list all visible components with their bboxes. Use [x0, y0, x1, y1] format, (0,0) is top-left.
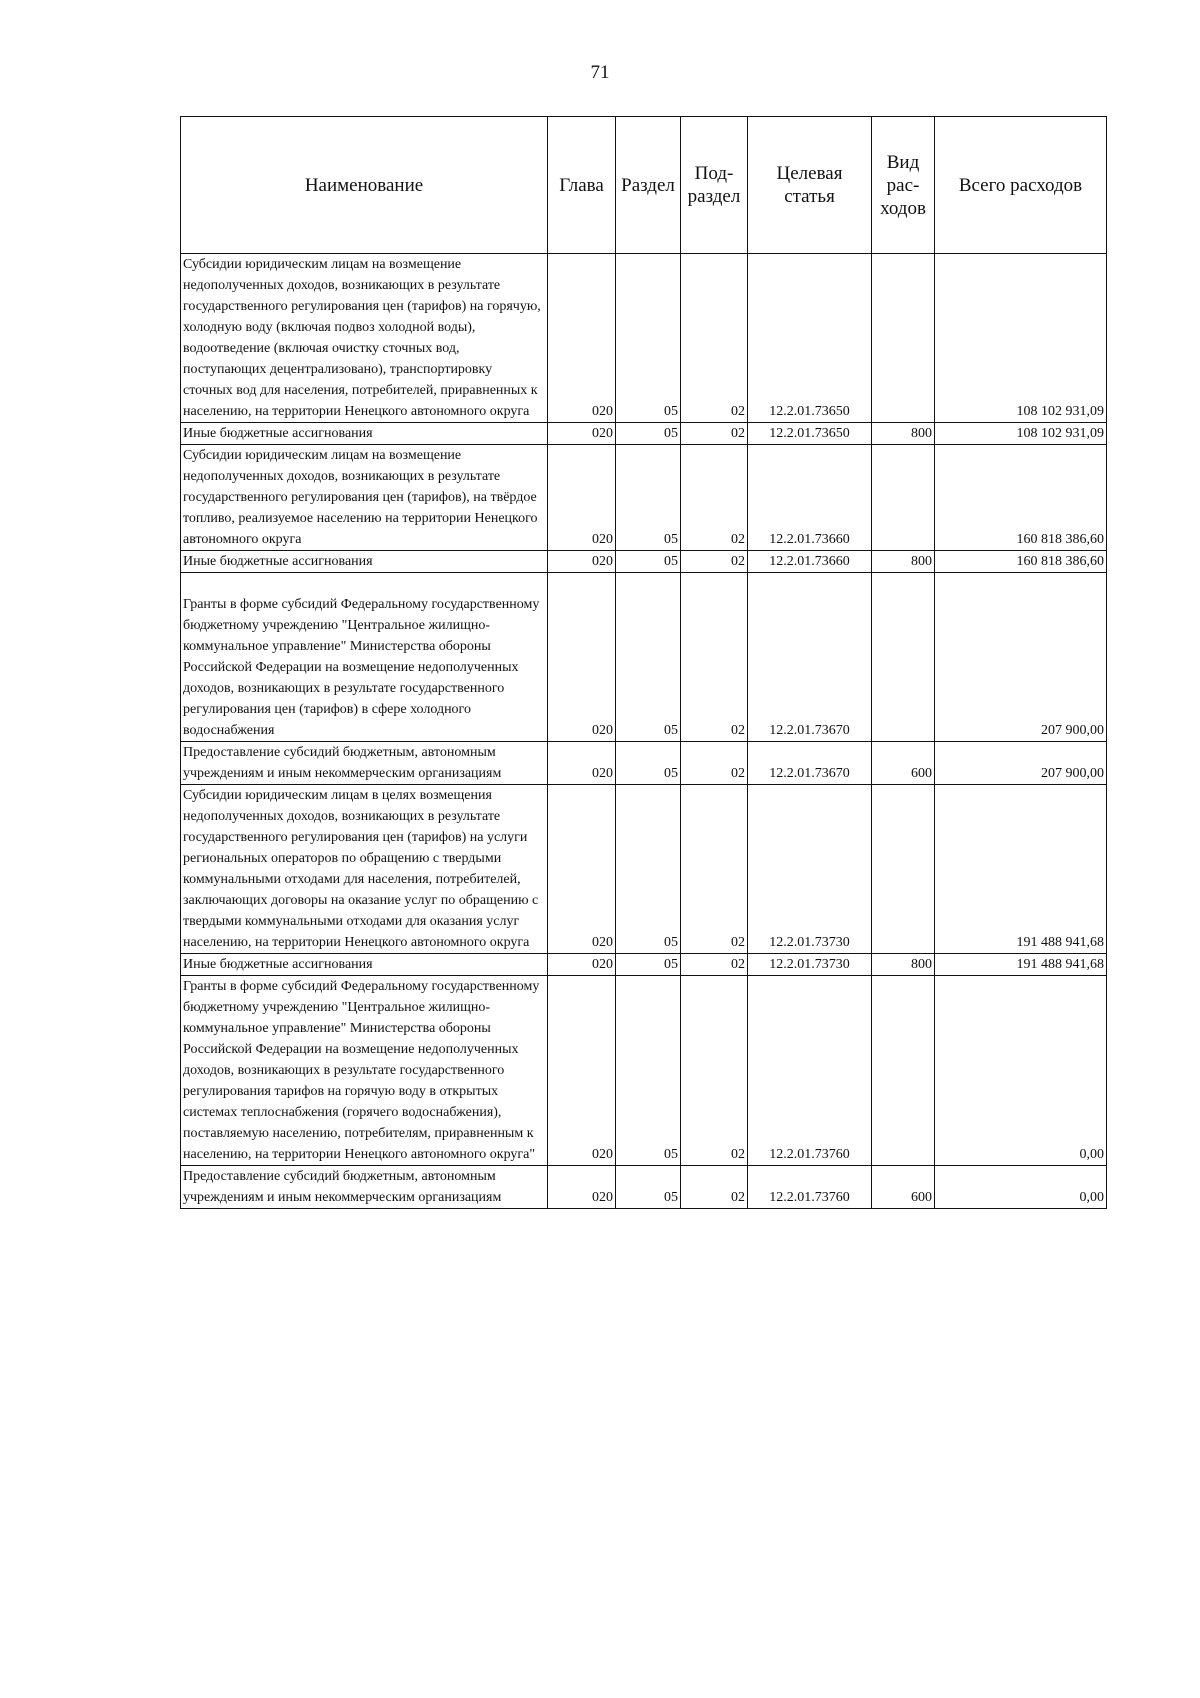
row-target: 12.2.01.73760 — [748, 1166, 872, 1209]
row-glava: 020 — [548, 742, 616, 785]
row-razdel: 05 — [616, 976, 681, 1166]
row-target: 12.2.01.73660 — [748, 551, 872, 573]
row-total: 191 488 941,68 — [935, 954, 1107, 976]
page-number: 71 — [590, 62, 610, 83]
row-name: Иные бюджетные ассигнования — [181, 423, 548, 445]
row-podrazdel: 02 — [681, 423, 748, 445]
budget-table — [180, 116, 1107, 1209]
table-row — [181, 551, 1107, 573]
table-row — [181, 954, 1107, 976]
row-target: 12.2.01.73730 — [748, 954, 872, 976]
row-razdel: 05 — [616, 423, 681, 445]
row-target: 12.2.01.73670 — [748, 742, 872, 785]
row-razdel: 05 — [616, 445, 681, 551]
header-row — [181, 117, 1107, 254]
table-row — [181, 573, 1107, 742]
row-vid — [872, 976, 935, 1166]
row-razdel: 05 — [616, 954, 681, 976]
table-row — [181, 785, 1107, 954]
row-podrazdel: 02 — [681, 445, 748, 551]
row-podrazdel: 02 — [681, 785, 748, 954]
row-podrazdel: 02 — [681, 573, 748, 742]
row-total: 191 488 941,68 — [935, 785, 1107, 954]
table-row — [181, 976, 1107, 1166]
row-razdel: 05 — [616, 742, 681, 785]
row-total: 160 818 386,60 — [935, 445, 1107, 551]
table-row — [181, 1166, 1107, 1209]
header-target: Целевая статья — [748, 117, 872, 254]
header-name: Наименование — [181, 117, 548, 254]
row-vid: 600 — [872, 742, 935, 785]
header-razdel: Раздел — [616, 117, 681, 254]
row-podrazdel: 02 — [681, 954, 748, 976]
row-podrazdel: 02 — [681, 254, 748, 423]
row-vid — [872, 254, 935, 423]
header-vid: Вид рас- ходов — [872, 117, 935, 254]
row-podrazdel: 02 — [681, 976, 748, 1166]
row-name: Иные бюджетные ассигнования — [181, 954, 548, 976]
row-vid: 800 — [872, 423, 935, 445]
row-target: 12.2.01.73730 — [748, 785, 872, 954]
row-total: 108 102 931,09 — [935, 254, 1107, 423]
row-total: 0,00 — [935, 976, 1107, 1166]
row-glava: 020 — [548, 976, 616, 1166]
row-glava: 020 — [548, 551, 616, 573]
row-glava: 020 — [548, 445, 616, 551]
row-glava: 020 — [548, 785, 616, 954]
row-total: 160 818 386,60 — [935, 551, 1107, 573]
row-target: 12.2.01.73650 — [748, 423, 872, 445]
table-row — [181, 742, 1107, 785]
row-name: Субсидии юридическим лицам в целях возмещения недополученных доходов, возникающих в результате государственного регулирования цен (тарифов) на услуги региональных операторов по обращению с твердыми коммунальными отходами для населения, потребителей, заключающих договоры на оказание услуг по обращению с твердыми коммунальными отходами для оказания услуг населению, на территории Ненецкого автономного округа — [181, 785, 548, 954]
row-glava: 020 — [548, 954, 616, 976]
row-glava: 020 — [548, 573, 616, 742]
row-razdel: 05 — [616, 254, 681, 423]
row-razdel: 05 — [616, 551, 681, 573]
row-target: 12.2.01.73660 — [748, 445, 872, 551]
row-name: Гранты в форме субсидий Федеральному государственному бюджетному учреждению "Центральное жилищно-коммунальное управление" Министерства обороны Российской Федерации на возмещение недополученных доходов, возникающих в результате государственного регулирования цен (тарифов) в сфере холодного водоснабжения — [181, 573, 548, 742]
row-vid — [872, 445, 935, 551]
row-razdel: 05 — [616, 573, 681, 742]
table-row — [181, 445, 1107, 551]
row-glava: 020 — [548, 423, 616, 445]
row-total: 207 900,00 — [935, 573, 1107, 742]
header-total: Всего расходов — [935, 117, 1107, 254]
row-name: Предоставление субсидий бюджетным, автономным учреждениям и иным некоммерческим организациям — [181, 1166, 548, 1209]
row-vid — [872, 573, 935, 742]
row-vid: 800 — [872, 954, 935, 976]
row-name: Иные бюджетные ассигнования — [181, 551, 548, 573]
row-razdel: 05 — [616, 1166, 681, 1209]
row-vid: 600 — [872, 1166, 935, 1209]
row-vid — [872, 785, 935, 954]
row-glava: 020 — [548, 254, 616, 423]
row-name: Предоставление субсидий бюджетным, автономным учреждениям и иным некоммерческим организациям — [181, 742, 548, 785]
row-target: 12.2.01.73760 — [748, 976, 872, 1166]
row-target: 12.2.01.73650 — [748, 254, 872, 423]
row-name: Субсидии юридическим лицам на возмещение недополученных доходов, возникающих в результате государственного регулирования цен (тарифов), на твёрдое топливо, реализуемое населению на территории Ненецкого автономного округа — [181, 445, 548, 551]
row-podrazdel: 02 — [681, 551, 748, 573]
row-total: 108 102 931,09 — [935, 423, 1107, 445]
table-row — [181, 423, 1107, 445]
row-podrazdel: 02 — [681, 1166, 748, 1209]
row-name: Субсидии юридическим лицам на возмещение недополученных доходов, возникающих в результате государственного регулирования цен (тарифов) на горячую, холодную воду (включая подвоз холодной воды), водоотведение (включая очистку сточных вод, поступающих децентрализовано), транспортировку сточных вод для населения, потребителей, приравненных к населению, на территории Ненецкого автономного округа — [181, 254, 548, 423]
row-total: 207 900,00 — [935, 742, 1107, 785]
table-row — [181, 254, 1107, 423]
header-podrazdel: Под- раздел — [681, 117, 748, 254]
row-name: Гранты в форме субсидий Федеральному государственному бюджетному учреждению "Центральное жилищно-коммунальное управление" Министерства обороны Российской Федерации на возмещение недополученных доходов, возникающих в результате государственного регулирования тарифов на горячую воду в открытых системах теплоснабжения (горячего водоснабжения), поставляемую населению, потребителям, приравненным к населению, на территории Ненецкого автономного округа" — [181, 976, 548, 1166]
row-podrazdel: 02 — [681, 742, 748, 785]
row-total: 0,00 — [935, 1166, 1107, 1209]
row-vid: 800 — [872, 551, 935, 573]
row-target: 12.2.01.73670 — [748, 573, 872, 742]
header-glava: Глава — [548, 117, 616, 254]
row-razdel: 05 — [616, 785, 681, 954]
row-glava: 020 — [548, 1166, 616, 1209]
